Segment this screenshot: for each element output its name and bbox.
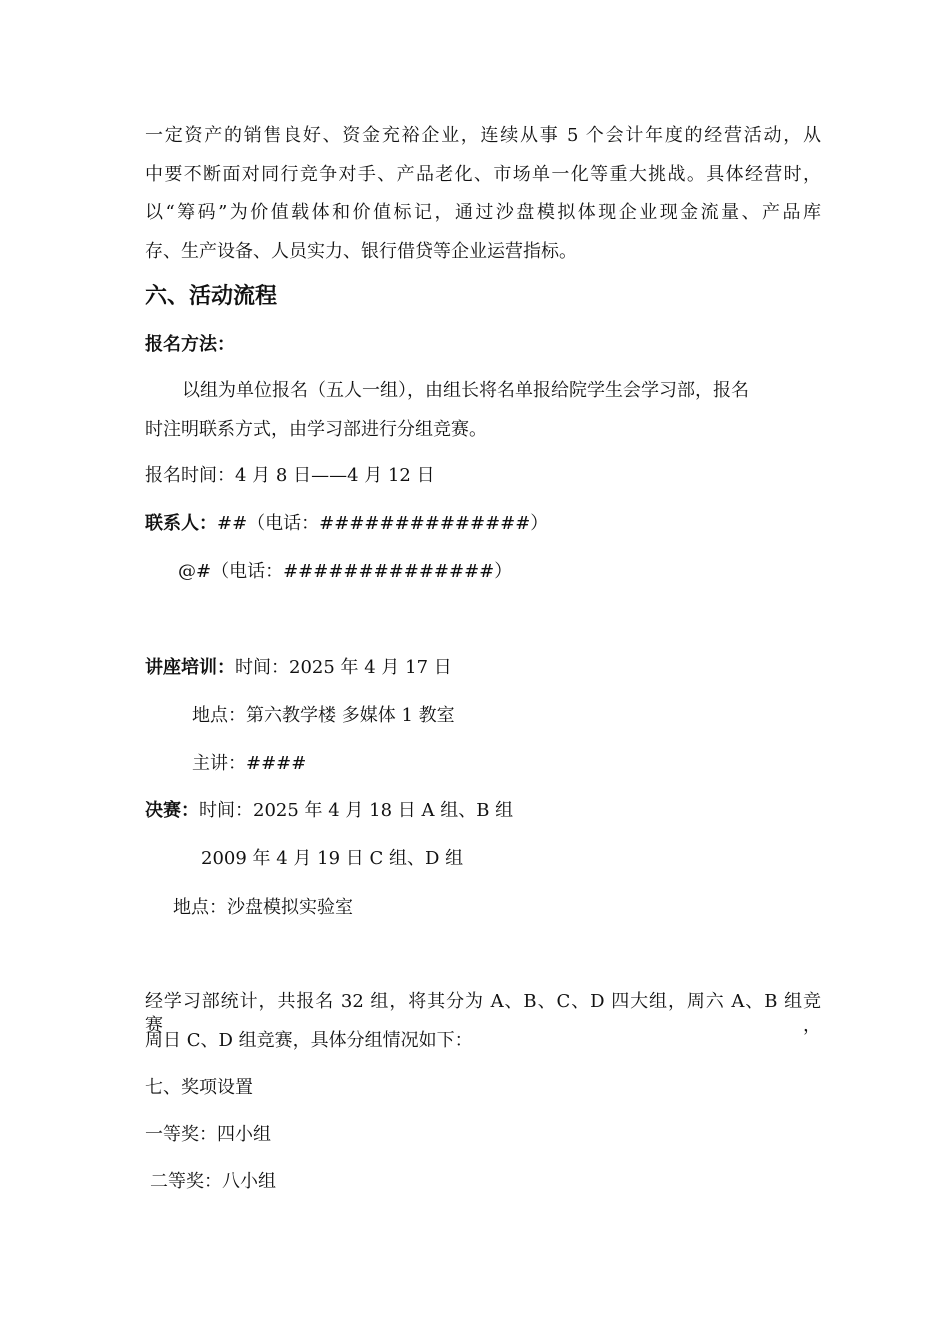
- contact-1: ##（电话：##############）: [217, 513, 549, 534]
- lecture-label: 讲座培训：: [145, 657, 235, 678]
- signup-desc-line-2: 时注明联系方式，由学习部进行分组竞赛。: [145, 419, 487, 440]
- intro-line-4: 存、生产设备、人员实力、银行借贷等企业运营指标。: [145, 241, 577, 262]
- contact-label: 联系人：: [145, 513, 217, 534]
- signup-method-label: 报名方法：: [145, 334, 235, 355]
- intro-line-2: 中要不断面对同行竞争对手、产品老化、市场单一化等重大挑战。具体经营时，: [145, 164, 821, 185]
- lecture-time: 时间：2025 年 4 月 17 日: [235, 657, 452, 678]
- signup-time: 报名时间：4 月 8 日——4 月 12 日: [145, 465, 435, 486]
- signup-desc-line-1: 以组为单位报名（五人一组），由组长将名单报给院学生会学习部，报名: [182, 380, 749, 401]
- intro-line-3: 以“筹码”为价值载体和价值标记，通过沙盘模拟体现企业现金流量、产品库: [145, 202, 821, 223]
- stats-line-2: 周日 C、D 组竞赛，具体分组情况如下：: [145, 1030, 473, 1051]
- contact-row-1: [145, 512, 548, 536]
- final-place: 地点：沙盘模拟实验室: [173, 897, 353, 918]
- section-heading-activity-process: 六、活动流程: [145, 284, 278, 309]
- lecture-row: [145, 656, 452, 680]
- lecture-speaker: 主讲：####: [192, 753, 307, 774]
- final-label: 决赛：: [145, 800, 199, 821]
- section-heading-awards: 七、奖项设置: [145, 1077, 253, 1098]
- intro-line-1: 一定资产的销售良好、资金充裕企业，连续从事 5 个会计年度的经营活动，从: [145, 125, 821, 146]
- lecture-place: 地点：第六教学楼 多媒体 1 教室: [192, 705, 455, 726]
- second-prize: 二等奖：八小组: [150, 1171, 276, 1192]
- final-time-1: 时间：2025 年 4 月 18 日 A 组、B 组: [199, 800, 514, 821]
- stats-line-1: 经学习部统计，共报名 32 组，将其分为 A、B、C、D 四大组，周六 A、B 组竞赛，: [145, 991, 821, 1036]
- final-row: [145, 799, 513, 823]
- first-prize: 一等奖：四小组: [145, 1124, 271, 1145]
- contact-2: @#（电话：##############）: [178, 561, 513, 582]
- final-time-2: 2009 年 4 月 19 日 C 组、D 组: [201, 848, 464, 869]
